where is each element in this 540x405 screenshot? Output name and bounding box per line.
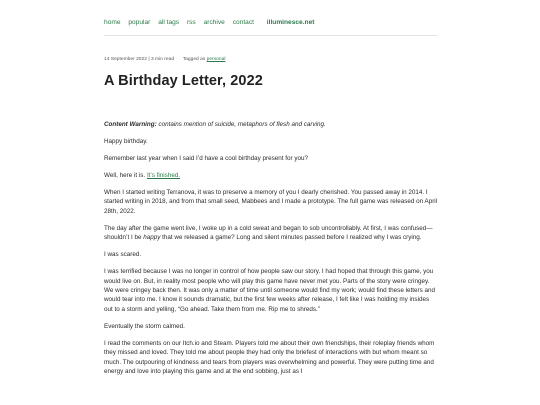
paragraph-6: I was scared. (104, 251, 142, 259)
content-warning-label: Content Warning: (104, 121, 157, 128)
paragraph-3 (104, 171, 438, 180)
paragraph-5 (104, 224, 438, 243)
tag-personal-link[interactable]: personal (206, 57, 226, 62)
post-meta (104, 57, 225, 62)
its-finished-link[interactable]: It’s finished. (146, 172, 181, 179)
paragraph-3-text: Well, here it is. (104, 172, 147, 179)
top-nav (104, 19, 320, 26)
paragraph-5-part-b: that we released a game? Long and silent minutes passed before I realized why I was crying. (160, 234, 422, 242)
nav-divider (104, 35, 438, 36)
paragraph-7: I was terrified because I was no longer in control of how people saw our story. I had hoped that through this game, you would live on. But, in reality most people who will play this game have never met you. Parts of the story were cringey. We were cringey back then. It was only a matter of time until someone would find my work; would find these letters and would tear into me. I know it sounds dramatic, but the first few weeks after release, I felt like I was holding my insides out to a storm and yelling, “Go ahead. Take them from me. Rip me to shreds.” (104, 268, 435, 313)
paragraph-4: When I started writing Terranova, it was to preserve a memory of you I dearly cherished. You passed away in 2014. I started writing in 2018, and from that small seed, Mabbees and I made a prototype. The full game was released on April 28th, 2022. (104, 189, 438, 215)
nav-archive-link[interactable]: archive (203, 19, 225, 26)
nav-all-tags-link[interactable]: all tags (158, 19, 180, 26)
post-title: A Birthday Letter, 2022 (104, 73, 263, 89)
paragraph-5-emphasis: happy (143, 234, 161, 242)
paragraph-9: I read the comments on our Itch.io and Steam. Players told me about their own friendships, their roleplay friends whom they missed and loved. They told me about people they had only the briefest of interactions with but whom meant so much. The outpouring of kindness and tears from players was overwhelming and powerful. They were putting time and energy and love into playing this game and at the end sobbing, just as I (104, 339, 435, 376)
nav-contact-link[interactable]: contact (232, 19, 254, 26)
paragraph-5-part-a: The day after the game went live, I woke up in a cold sweat and began to sob uncontrollably. At first, I was confused—shouldn’t I be (104, 224, 433, 242)
nav-home-link[interactable]: home (104, 19, 121, 26)
site-brand-link[interactable]: illuminesce.net (266, 19, 315, 26)
meta-separator: | (148, 57, 150, 62)
post-date: 14 September 2022 (104, 57, 147, 62)
nav-rss-link[interactable]: rss (186, 19, 196, 26)
paragraph-2: Remember last year when I said I’d have a cool birthday present for you? (104, 155, 309, 162)
content-warning (104, 120, 438, 129)
tagged-prefix: Tagged as (182, 57, 206, 62)
paragraph-8: Eventually the storm calmed. (104, 322, 185, 330)
content-warning-text: contains mention of suicide, metaphors of flesh and carving. (156, 121, 326, 128)
post-body (104, 120, 438, 384)
nav-popular-link[interactable]: popular (128, 19, 151, 26)
read-time: 3 min read (150, 57, 175, 62)
paragraph-1: Happy birthday. (104, 138, 148, 145)
